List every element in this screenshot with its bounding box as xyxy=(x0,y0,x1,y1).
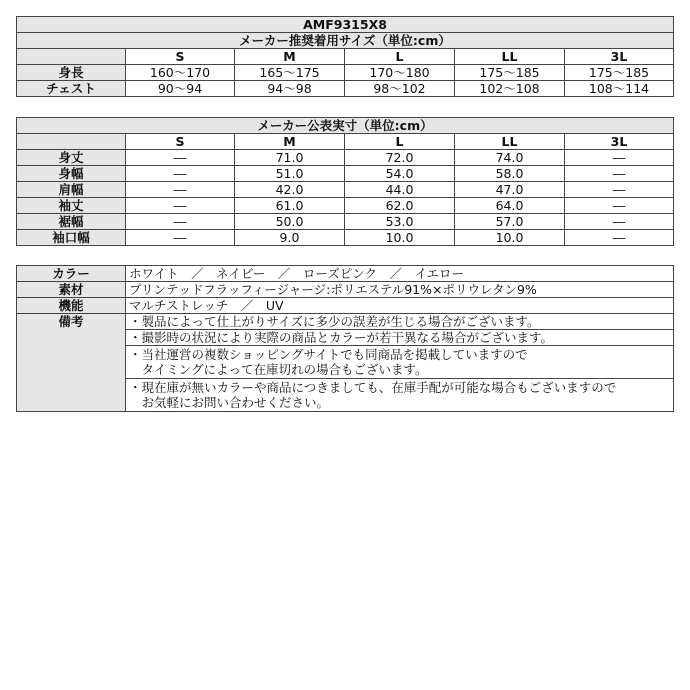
cell: 72.0 xyxy=(345,150,455,166)
note-item xyxy=(126,346,674,379)
row-label: 肩幅 xyxy=(17,182,126,198)
size-header: L xyxy=(345,134,455,150)
table-row xyxy=(17,214,674,230)
cell: ― xyxy=(565,182,674,198)
cell: 44.0 xyxy=(345,182,455,198)
material-label: 素材 xyxy=(17,282,126,298)
row-label: 袖口幅 xyxy=(17,230,126,246)
row-label: チェスト xyxy=(17,81,126,97)
note-item xyxy=(126,330,674,346)
cell: 64.0 xyxy=(455,198,565,214)
color-value: ホワイト ／ ネイビー ／ ローズピンク ／ イエロー xyxy=(126,266,674,282)
size-header: L xyxy=(345,49,455,65)
table-row xyxy=(17,150,674,166)
note-line: ・当社運営の複数ショッピングサイトでも同商品を掲載していますので xyxy=(129,347,528,362)
note-line: ・撮影時の状況により実際の商品とカラーが若干異なる場合がございます。 xyxy=(129,330,554,345)
cell: 42.0 xyxy=(235,182,345,198)
cell: 160～170 xyxy=(126,65,235,81)
row-label: 袖丈 xyxy=(17,198,126,214)
table-row xyxy=(17,166,674,182)
notes-label: 備考 xyxy=(17,314,126,412)
function-label: 機能 xyxy=(17,298,126,314)
corner-cell xyxy=(17,134,126,150)
cell: 90～94 xyxy=(126,81,235,97)
cell: 10.0 xyxy=(345,230,455,246)
cell: ― xyxy=(565,214,674,230)
note-line: タイミングによって在庫切れの場合もございます。 xyxy=(129,362,428,377)
material-row xyxy=(17,282,674,298)
cell: ― xyxy=(565,198,674,214)
note-item xyxy=(126,379,674,412)
material-value: プリンテッドフラッフィージャージ:ポリエステル91%×ポリウレタン9% xyxy=(126,282,674,298)
cell: 62.0 xyxy=(345,198,455,214)
notes-row xyxy=(17,314,674,330)
note-line: お気軽にお問い合わせください。 xyxy=(129,395,330,410)
table-row xyxy=(17,198,674,214)
cell: 9.0 xyxy=(235,230,345,246)
size-header: M xyxy=(235,49,345,65)
corner-cell xyxy=(17,49,126,65)
cell: 58.0 xyxy=(455,166,565,182)
cell: 102～108 xyxy=(455,81,565,97)
size-header: S xyxy=(126,134,235,150)
color-label: カラー xyxy=(17,266,126,282)
note-line: ・製品によって仕上がりサイズに多少の誤差が生じる場合がございます。 xyxy=(129,314,540,329)
table-row xyxy=(17,230,674,246)
recommended-size-table xyxy=(16,16,674,97)
cell: ― xyxy=(565,166,674,182)
table-row xyxy=(17,182,674,198)
cell: ― xyxy=(126,150,235,166)
row-label: 身丈 xyxy=(17,150,126,166)
row-label: 身幅 xyxy=(17,166,126,182)
cell: 71.0 xyxy=(235,150,345,166)
cell: 61.0 xyxy=(235,198,345,214)
cell: 57.0 xyxy=(455,214,565,230)
cell: ― xyxy=(126,198,235,214)
size-header: 3L xyxy=(565,49,674,65)
cell: 54.0 xyxy=(345,166,455,182)
cell: 94～98 xyxy=(235,81,345,97)
product-details-table xyxy=(16,265,674,412)
cell: 53.0 xyxy=(345,214,455,230)
note-line: ・現在庫が無いカラーや商品につきましても、在庫手配が可能な場合もございますので xyxy=(129,380,617,395)
function-row xyxy=(17,298,674,314)
cell: 74.0 xyxy=(455,150,565,166)
color-row xyxy=(17,266,674,282)
size-header: M xyxy=(235,134,345,150)
cell: ― xyxy=(126,230,235,246)
cell: ― xyxy=(126,182,235,198)
row-label: 裾幅 xyxy=(17,214,126,230)
cell: 165～175 xyxy=(235,65,345,81)
size-header: LL xyxy=(455,49,565,65)
actual-size-table xyxy=(16,117,674,246)
cell: 170～180 xyxy=(345,65,455,81)
size-header: LL xyxy=(455,134,565,150)
note-item xyxy=(126,314,674,330)
cell: 175～185 xyxy=(565,65,674,81)
cell: 10.0 xyxy=(455,230,565,246)
size-header: S xyxy=(126,49,235,65)
cell: 47.0 xyxy=(455,182,565,198)
cell: ― xyxy=(565,230,674,246)
table-row xyxy=(17,81,674,97)
cell: ― xyxy=(126,214,235,230)
size-header: 3L xyxy=(565,134,674,150)
recommended-size-title: メーカー推奨着用サイズ（単位:cm） xyxy=(17,33,674,49)
cell: 98～102 xyxy=(345,81,455,97)
cell: 175～185 xyxy=(455,65,565,81)
cell: 108～114 xyxy=(565,81,674,97)
cell: 50.0 xyxy=(235,214,345,230)
function-value: マルチストレッチ ／ UV xyxy=(126,298,674,314)
product-code: AMF9315X8 xyxy=(17,17,674,33)
actual-size-title: メーカー公表実寸（単位:cm） xyxy=(17,118,674,134)
cell: ― xyxy=(126,166,235,182)
table-row xyxy=(17,65,674,81)
row-label: 身長 xyxy=(17,65,126,81)
cell: ― xyxy=(565,150,674,166)
cell: 51.0 xyxy=(235,166,345,182)
